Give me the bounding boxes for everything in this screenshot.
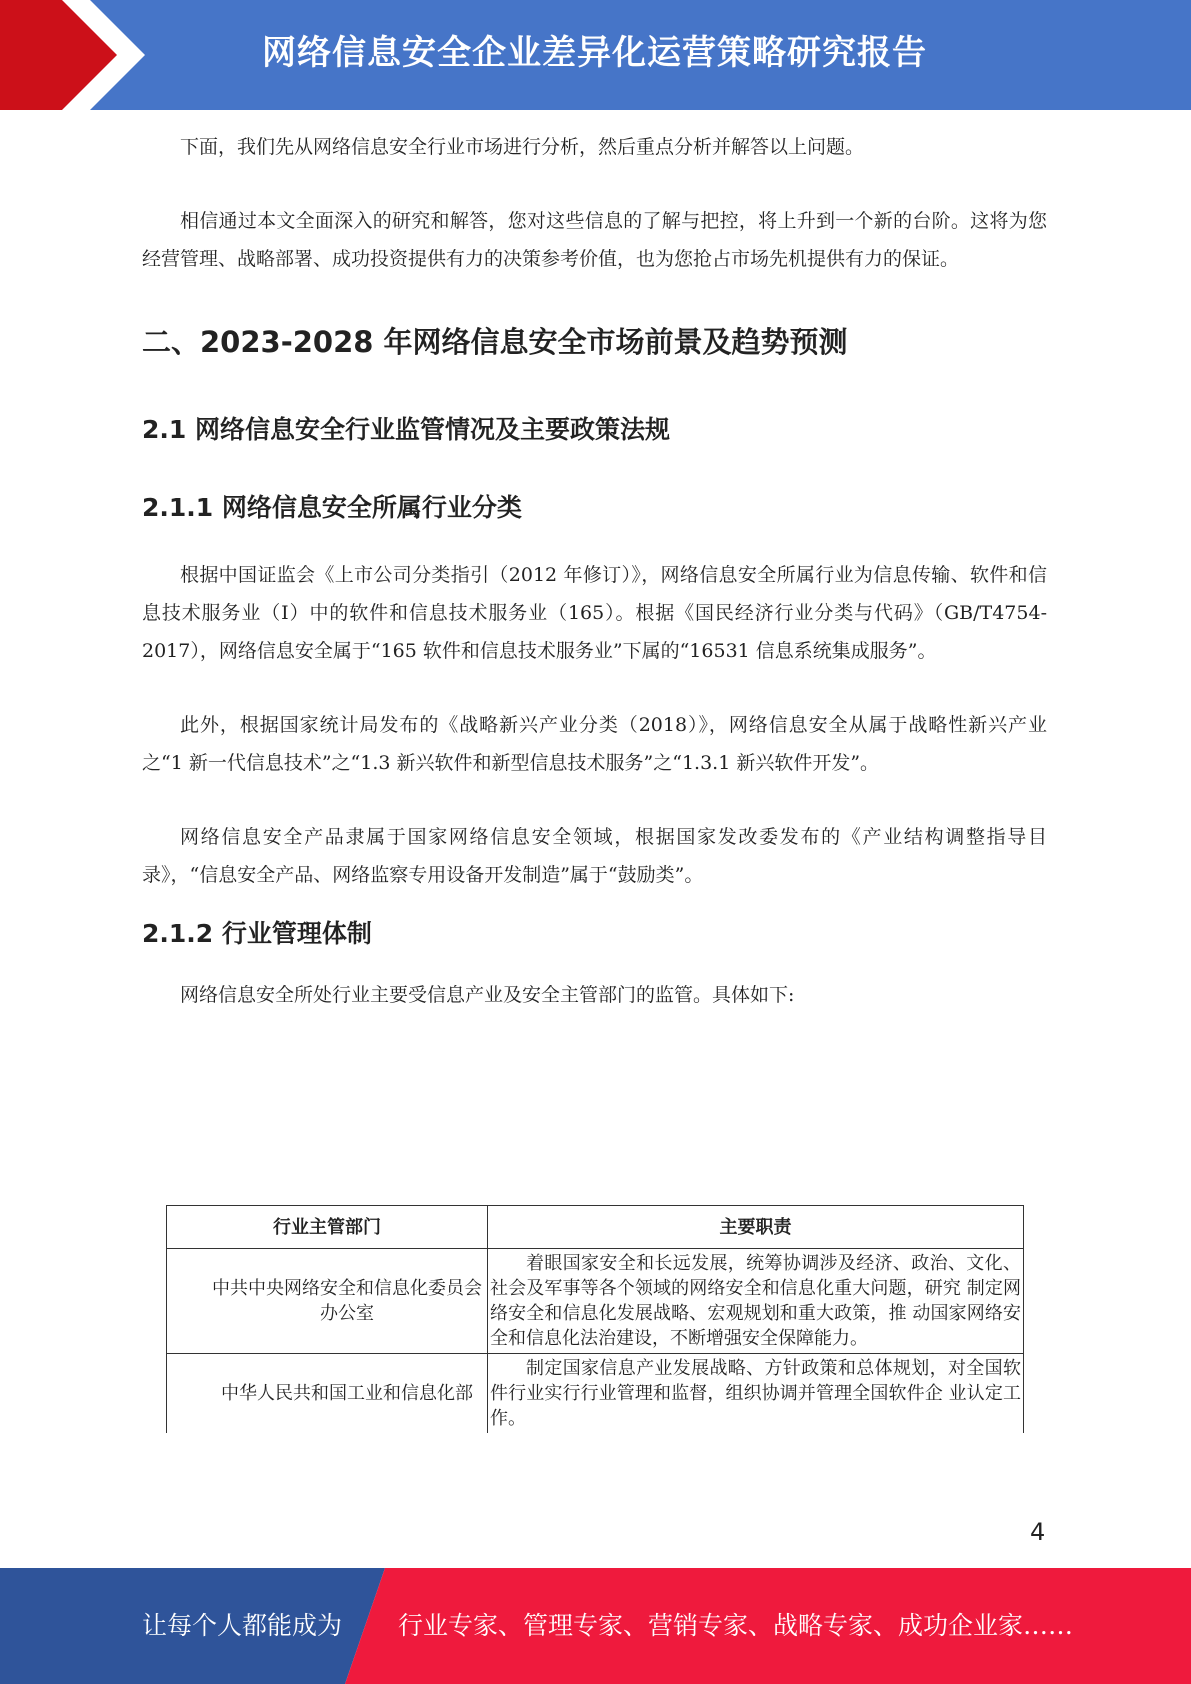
subsection-heading: 2.1 网络信息安全行业监管情况及主要政策法规: [142, 415, 670, 444]
intro-paragraph-2: 相信通过本文全面深入的研究和解答，您对这些信息的了解与把控，将上升到一个新的台阶。这将为您经营管理、战略部署、成功投资提供有力的决策参考价值，也为您抢占市场先机提供有力的保证。: [142, 210, 1047, 270]
management-paragraph: 网络信息安全所处行业主要受信息产业及安全主管部门的监管。具体如下:: [180, 984, 795, 1006]
classification-paragraph-1: 根据中国证监会《上市公司分类指引（2012 年修订）》，网络信息安全所属行业为信息传输、软件和信息技术服务业（I）中的软件和信息技术服务业（165）。根据《国民经济行业分类与代码》（GB/T4754-2017），网络信息安全属于“165 软件和信息技术服务业”下属的“16531 信息系统集成服务”。: [142, 564, 1047, 662]
section-heading: 二、2023-2028 年网络信息安全市场前景及趋势预测: [142, 325, 848, 359]
table-row: [167, 1249, 1024, 1354]
table-header-duty: 主要职责: [488, 1206, 1024, 1249]
classification-heading: 2.1.1 网络信息安全所属行业分类: [142, 493, 522, 522]
authority-table: [166, 1205, 1024, 1433]
table-header-dept: 行业主管部门: [167, 1206, 488, 1249]
intro-paragraph-1: 下面，我们先从网络信息安全行业市场进行分析，然后重点分析并解答以上问题。: [180, 136, 865, 158]
footer-slogan-left: 让每个人都能成为: [142, 1611, 343, 1640]
table-cell-duty: 制定国家信息产业发展战略、方针政策和总体规划，对全国软件行业实行行业管理和监督，组织协调并管理全国软件企 业认定工作。: [488, 1354, 1024, 1434]
page-number: 4: [1030, 1518, 1046, 1546]
footer-slogan-right: 行业专家、管理专家、营销专家、战略专家、成功企业家……: [398, 1611, 1074, 1640]
management-heading: 2.1.2 行业管理体制: [142, 919, 372, 948]
page-header: [0, 0, 1191, 110]
table-cell-dept: 中华人民共和国工业和信息化部: [167, 1354, 488, 1434]
table-cell-duty: 着眼国家安全和长远发展，统筹协调涉及经济、政治、文化、社会及军事等各个领域的网络安全和信息化重大问题，研究 制定网络安全和信息化发展战略、宏观规划和重大政策，推 动国家网络安全和信息化法治建设，不断增强安全保障能力。: [488, 1249, 1024, 1354]
classification-paragraph-2: 此外，根据国家统计局发布的《战略新兴产业分类（2018）》，网络信息安全从属于战略性新兴产业之“1 新一代信息技术”之“1.3 新兴软件和新型信息技术服务”之“1.3.1 新兴软件开发”。: [142, 714, 1047, 774]
table-header-row: [167, 1206, 1024, 1249]
classification-paragraph-3: 网络信息安全产品隶属于国家网络信息安全领域，根据国家发改委发布的《产业结构调整指导目录》，“信息安全产品、网络监察专用设备开发制造”属于“鼓励类”。: [142, 826, 1047, 886]
header-chevron-decoration: [0, 0, 150, 110]
document-body: [142, 128, 1047, 1050]
table-row: [167, 1354, 1024, 1434]
report-title: 网络信息安全企业差异化运营策略研究报告: [262, 33, 927, 73]
page-footer: [0, 1568, 1191, 1684]
table-cell-dept: 中共中央网络安全和信息化委员会办公室: [167, 1249, 488, 1354]
